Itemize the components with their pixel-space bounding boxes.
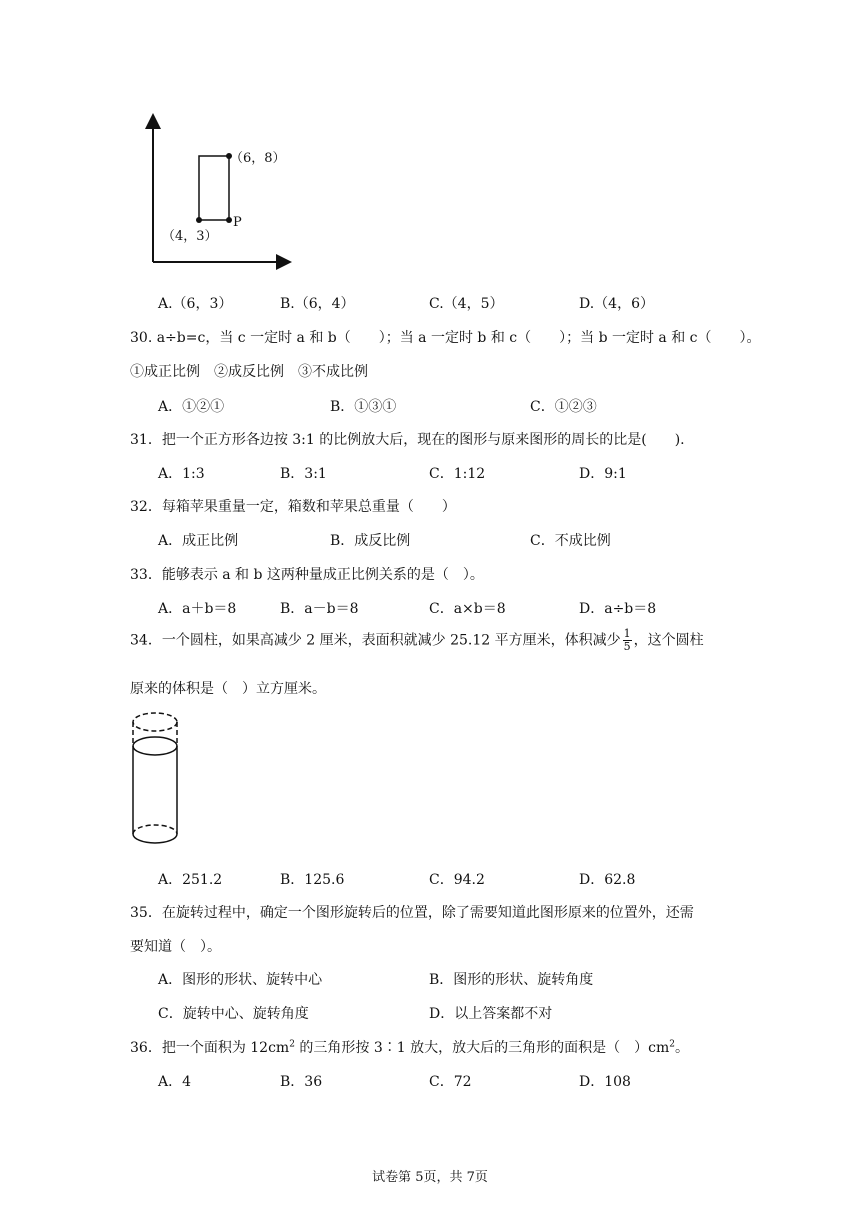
- label-6-8: （6，8）: [230, 151, 286, 166]
- q36-text-b: 的三角形按 3∶1 放大，放大后的三角形的面积是（ ）cm: [294, 1040, 670, 1056]
- q33-option-b[interactable]: B．a－b＝8: [280, 601, 359, 617]
- q30-option-c[interactable]: C．①②③: [530, 399, 597, 415]
- q36-text: [130, 1037, 689, 1057]
- q36-text-c: 。: [674, 1040, 689, 1056]
- rectangle: [199, 156, 229, 220]
- q36-option-d[interactable]: D．108: [579, 1074, 631, 1090]
- fraction-one-fifth: [623, 628, 632, 653]
- q32-text: 32．每箱苹果重量一定，箱数和苹果总重量（ ）: [130, 499, 456, 515]
- q32-option-c[interactable]: C．不成比例: [530, 533, 611, 549]
- q35-text: 35．在旋转过程中，确定一个图形旋转后的位置，除了需要知道此图形原来的位置外，还需: [130, 905, 694, 921]
- cylinder-top: [133, 737, 177, 755]
- fraction-denominator: 5: [623, 640, 631, 653]
- q34-option-c[interactable]: C．94.2: [429, 872, 485, 888]
- q34-text-a: 34．一个圆柱，如果高减少 2 厘米，表面积就减少 25.12 平方厘米，体积减少: [130, 632, 621, 649]
- label-4-3: （4，3）: [162, 229, 218, 244]
- q36-option-b[interactable]: B．36: [280, 1074, 323, 1090]
- q35-option-c[interactable]: C．旋转中心、旋转角度: [158, 1006, 309, 1022]
- coordinate-figure: [130, 105, 320, 275]
- q35-option-a[interactable]: A．图形的形状、旋转中心: [158, 972, 323, 988]
- q33-option-c[interactable]: C．a×b＝8: [429, 601, 506, 617]
- page-footer: 试卷第 5页，共 7页: [372, 1170, 488, 1185]
- q34-option-b[interactable]: B．125.6: [280, 872, 345, 888]
- q36-sup2: 2: [669, 1039, 675, 1050]
- q32-option-b[interactable]: B．成反比例: [330, 533, 411, 549]
- cylinder-removed-top: [133, 713, 177, 731]
- cylinder-bottom-back: [133, 825, 177, 834]
- q29-option-c[interactable]: C.（4，5）: [429, 296, 504, 312]
- q31-option-c[interactable]: C．1:12: [429, 466, 486, 482]
- q35-text-line2: 要知道（ ）。: [130, 939, 221, 955]
- q33-text: 33．能够表示 a 和 b 这两种量成正比例关系的是（ ）。: [130, 567, 484, 583]
- q30-text: 30. a÷b=c，当 c 一定时 a 和 b（ ）；当 a 一定时 b 和 c（ ）；当 b 一定时 a 和 c（ ）。: [130, 330, 761, 346]
- point-bottom-left: [196, 217, 202, 223]
- label-p: P: [233, 215, 242, 230]
- fraction-numerator: 1: [623, 627, 631, 640]
- q32-option-a[interactable]: A．成正比例: [158, 533, 239, 549]
- q31-text: 31．把一个正方形各边按 3:1 的比例放大后，现在的图形与原来图形的周长的比是( ).: [130, 432, 685, 448]
- q30-sub: ①成正比例 ②成反比例 ③不成比例: [130, 364, 368, 380]
- q30-option-a[interactable]: A．①②①: [158, 399, 225, 415]
- q33-option-d[interactable]: D．a÷b＝8: [579, 601, 657, 617]
- q34-text-b: ，这个圆柱: [633, 632, 704, 649]
- q36-text-a: 36．把一个面积为 12cm: [130, 1040, 290, 1056]
- q34-option-a[interactable]: A．251.2: [158, 872, 223, 888]
- q36-option-c[interactable]: C．72: [429, 1074, 472, 1090]
- q35-option-b[interactable]: B．图形的形状、旋转角度: [429, 972, 594, 988]
- q30-option-b[interactable]: B．①③①: [330, 399, 397, 415]
- cylinder-bottom-front: [133, 834, 177, 843]
- point-p: [226, 217, 232, 223]
- q36-sup1: 2: [289, 1039, 295, 1050]
- q31-option-a[interactable]: A．1:3: [158, 466, 205, 482]
- q36-option-a[interactable]: A．4: [158, 1074, 192, 1090]
- q31-option-b[interactable]: B．3:1: [280, 466, 327, 482]
- q29-option-a[interactable]: A.（6，3）: [158, 296, 233, 312]
- q34-text: [130, 628, 704, 653]
- q34-text-line2: 原来的体积是（ ）立方厘米。: [130, 681, 326, 697]
- cylinder-figure: [128, 708, 184, 850]
- q31-option-d[interactable]: D．9:1: [579, 466, 627, 482]
- q29-option-b[interactable]: B.（6，4）: [280, 296, 355, 312]
- q35-option-d[interactable]: D．以上答案都不对: [429, 1006, 553, 1022]
- q29-option-d[interactable]: D.（4，6）: [579, 296, 654, 312]
- q33-option-a[interactable]: A．a＋b＝8: [158, 601, 237, 617]
- q34-option-d[interactable]: D．62.8: [579, 872, 636, 888]
